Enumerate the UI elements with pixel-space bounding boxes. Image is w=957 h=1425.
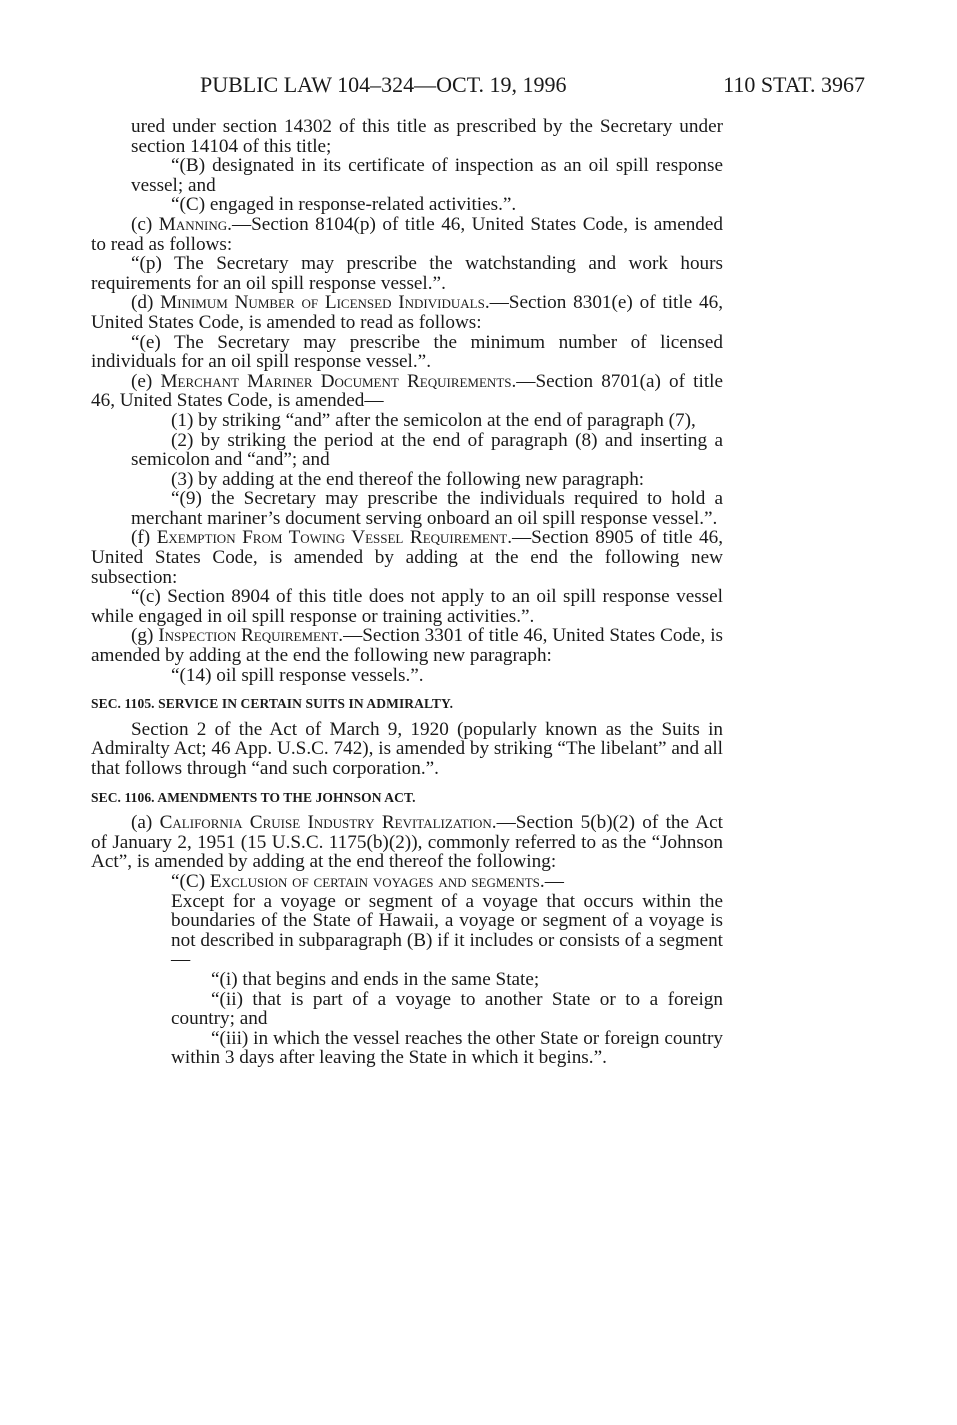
clause-iii: “(iii) in which the vessel reaches the other State or foreign country within 3 days after leaving the State in which it begins.”. (171, 1027, 723, 1069)
clause-ii: “(ii) that is part of a voyage to another State or to a foreign country; and (171, 988, 723, 1030)
subsection-a: (a) California Cruise Industry Revitalization.—Section 5(b)(2) of the Act of January 2, 1951 (15 U.S.C. 1175(b)(2)), commonly referred to as the “Johnson Act”, is amended by adding at the end thereof the following: (91, 812, 724, 873)
public-law-citation: PUBLIC LAW 104–324—OCT. 19, 1996 (200, 72, 567, 97)
continued-text: ured under section 14302 of this title as prescribed by the Secretary under section 14104 of this title; (131, 116, 723, 157)
paragraph-2: (2) by striking the period at the end of paragraph (8) and inserting a semicolon and “and”; and (131, 429, 723, 471)
clause-b: “(B) designated in its certificate of inspection as an oil spill response vessel; and (131, 155, 723, 196)
clause-i: “(i) that begins and ends in the same State; (211, 968, 540, 990)
subsection-heading: Exemption From Towing Vessel Requirement (156, 527, 508, 549)
section-1105-text: Section 2 of the Act of March 9, 1920 (popularly known as the Suits in Admiralty Act; 46 App. U.S.C. 742), is amended by striking “The libelant” and all that follows through “and such corporation.”. (91, 718, 724, 779)
subsection-heading: Merchant Mariner Document Requirements (160, 370, 512, 392)
subparagraph-heading: Exclusion of certain voyages and segments (209, 870, 540, 892)
subsection-c: (c) Manning.—Section 8104(p) of title 46, United States Code, is amended to read as follows: (91, 213, 724, 255)
subsection-f: (f) Exemption From Towing Vessel Requirement.—Section 8905 of title 46, United States Code, is amended by adding at the end the following new subsection: (91, 527, 723, 588)
subsection-g: (g) Inspection Requirement.—Section 3301 of title 46, United States Code, is amended by adding at the end the following new paragraph: (91, 625, 724, 667)
subparagraph-c-body: Except for a voyage or segment of a voyage that occurs within the boundaries of the State of Hawaii, a voyage or segment of a voyage is not described in subparagraph (B) if it includes or consists of a segment— (171, 890, 723, 971)
section-heading-1105: SEC. 1105. SERVICE IN CERTAIN SUITS IN ADMIRALTY. (91, 696, 454, 712)
paragraph-1: (1) by striking “and” after the semicolon at the end of paragraph (7), (171, 409, 696, 431)
subsection-heading: Manning (158, 213, 228, 235)
paragraph-9: “(9) the Secretary may prescribe the individuals required to hold a merchant mariner’s document serving onboard an oil spill response vessel.”. (131, 488, 723, 529)
subsection-heading: California Cruise Industry Revitalization (159, 812, 492, 834)
quoted-text: “(e) The Secretary may prescribe the minimum number of licensed individuals for an oil spill response vessel.”. (91, 331, 723, 373)
quoted-text: “(c) Section 8904 of this title does not apply to an oil spill response vessel while engaged in oil spill response or training activities.”. (91, 586, 723, 627)
document-body (91, 117, 723, 1068)
stat-page-number: 110 STAT. 3967 (723, 72, 865, 97)
clause-c: “(C) engaged in response-related activities.”. (171, 194, 517, 216)
quoted-text: “(14) oil spill response vessels.”. (171, 664, 424, 686)
subsection-heading: Inspection Requirement (158, 625, 339, 647)
subparagraph-c-heading: “(C) Exclusion of certain voyages and segments.— (171, 870, 564, 892)
quoted-text: “(p) The Secretary may prescribe the watchstanding and work hours requirements for an oil spill response vessel.”. (91, 253, 723, 294)
paragraph-3: (3) by adding at the end thereof the following new paragraph: (171, 468, 645, 490)
subsection-d: (d) Minimum Number of Licensed Individuals.—Section 8301(e) of title 46, United States Code, is amended to read as follows: (91, 292, 723, 333)
section-heading-1106: SEC. 1106. AMENDMENTS TO THE JOHNSON ACT. (91, 789, 416, 805)
subsection-e: (e) Merchant Mariner Document Requirements.—Section 8701(a) of title 46, United States Code, is amended— (91, 370, 724, 412)
subsection-heading: Minimum Number of Licensed Individuals (160, 292, 485, 314)
